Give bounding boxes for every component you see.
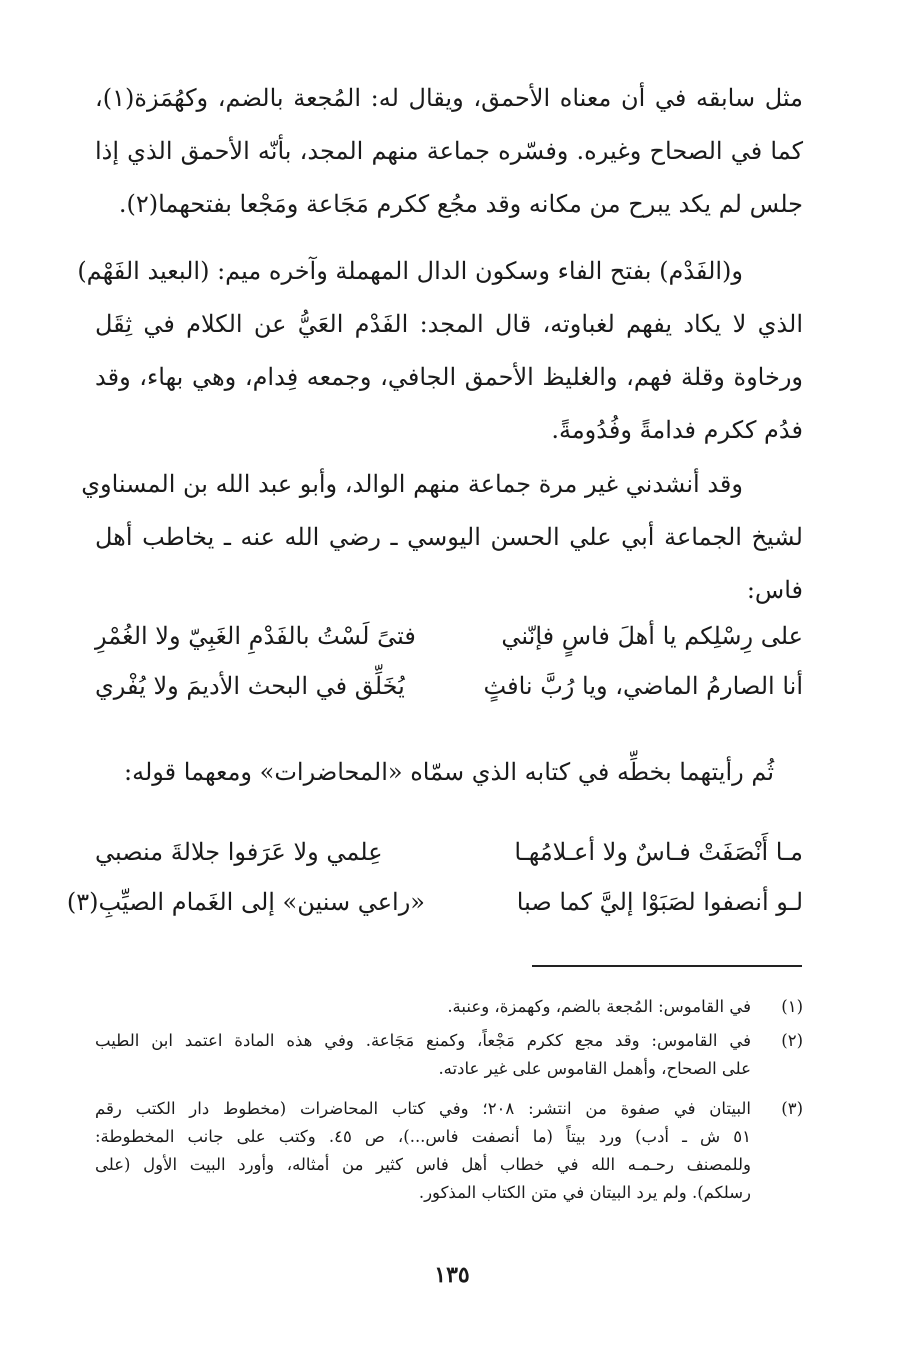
interlude-line: ثُم رأيتهما بخطِّه في كتابه الذي سمّاه «المحاضرات» ومعهما قوله:	[123, 758, 775, 786]
paragraph-2	[77, 245, 803, 457]
verse-first-hemistich: أنا الصارمُ الماضي، ويا رُبَّ نافثٍ	[483, 672, 803, 700]
page-number: ١٣٥	[434, 1262, 470, 1288]
poem-1-verse-2	[95, 672, 803, 722]
verse-first-hemistich: لـو أنصفوا لصَبَوْا إليَّ كما صبا	[516, 888, 803, 916]
verse-first-hemistich: على رِسْلِكم يا أهلَ فاسٍ فإنّني	[501, 622, 803, 650]
paragraph-line: و(الفَدْم) بفتح الفاء وسكون الدال المهملة وآخره ميم: (البعيد الفَهْم)	[77, 257, 743, 285]
paragraph-line: جلس لم يكد يبرح من مكانه وقد مجُع ككرم مَجَاعة ومَجْعا بفتحهما(٢).	[118, 190, 803, 218]
paragraph-line: وقد أنشدني غير مرة جماعة منهم الوالد، وأبو عبد الله بن المسناوي	[81, 470, 743, 498]
footnote-2	[95, 1027, 803, 1083]
footnote-line: البيتان في صفوة من انتشر: ٢٠٨؛ وفي كتاب المحاضرات (مخطوط دار الكتب رقم	[95, 1099, 751, 1118]
footnote-line: في القاموس: المُجعة بالضم، وكهمزة، وعنبة.	[447, 997, 751, 1016]
footnote-line: رسلكم). ولم يرد البيتان في متن الكتاب المذكور.	[418, 1183, 751, 1202]
footnote-separator	[532, 965, 802, 967]
paragraph-3	[81, 458, 803, 617]
footnote-number: (١)	[781, 997, 803, 1016]
verse-second-hemistich: فتىً لَسْتُ بالفَدْمِ الغَبِيّ ولا الغُمْرِ	[95, 622, 416, 650]
paragraph-line: مثل سابقه في أن معناه الأحمق، ويقال له: المُجعة بالضم، وكهُمَزة(١)،	[95, 84, 803, 112]
poem-2-verse-1	[95, 838, 803, 888]
verse-first-hemistich: مـا أَنْصَفَتْ فـاسٌ ولا أعـلامُهـا	[514, 838, 803, 866]
paragraph-line: الذي لا يكاد يفهم لغباوته، قال المجد: الفَدْم العَيُّ عن الكلام في ثِقَل	[95, 310, 803, 338]
poem-1-verse-1	[95, 622, 803, 672]
footnote-1	[95, 993, 803, 1021]
paragraph-line: كما في الصحاح وغيره. وفسّره جماعة منهم المجد، بأنّه الأحمق الذي إذا	[95, 137, 803, 165]
poem-2-verse-2	[66, 888, 803, 938]
paragraph-line: ورخاوة وقلة فهم، والغليظ الأحمق الجافي، وجمعه فِدام، وهي بهاء، وقد	[95, 363, 803, 391]
footnote-line: ٥١ ش ـ أدب) ورد بيتاً (ما أنصفت فاس...)، ص ٤٥. وكتب على جانب المخطوطة:	[95, 1127, 751, 1146]
verse-second-hemistich: يُخَلِّق في البحث الأديمَ ولا يُفْري	[95, 672, 405, 700]
footnote-line: وللمصنف رحـمـه الله في خطاب أهل فاس كثير من أمثاله، وأورد البيت الأول (على	[95, 1155, 751, 1174]
footnote-3	[95, 1095, 803, 1207]
paragraph-line: فدُم ككرم فدامةً وفُدُومةً.	[551, 416, 803, 444]
verse-second-hemistich: عِلمي ولا عَرَفوا جلالةَ منصبي	[95, 838, 383, 866]
verse-second-hemistich: «راعي سنين» إلى الغَمام الصيِّبِ(٣)	[66, 888, 425, 916]
paragraph-1	[95, 72, 803, 231]
footnote-number: (٣)	[781, 1099, 803, 1118]
paragraph-line: فاس:	[746, 576, 803, 604]
footnote-line: في القاموس: وقد مجع ككرم مَجْعاً، وكمنع مَجَاعة. وفي هذه المادة اعتمد ابن الطيب	[95, 1031, 751, 1050]
paragraph-line: لشيخ الجماعة أبي علي الحسن اليوسي ـ رضي الله عنه ـ يخاطب أهل	[95, 523, 803, 551]
footnote-number: (٢)	[781, 1031, 803, 1050]
footnote-line: على الصحاح، وأهمل القاموس على غير عادته.	[438, 1059, 751, 1078]
